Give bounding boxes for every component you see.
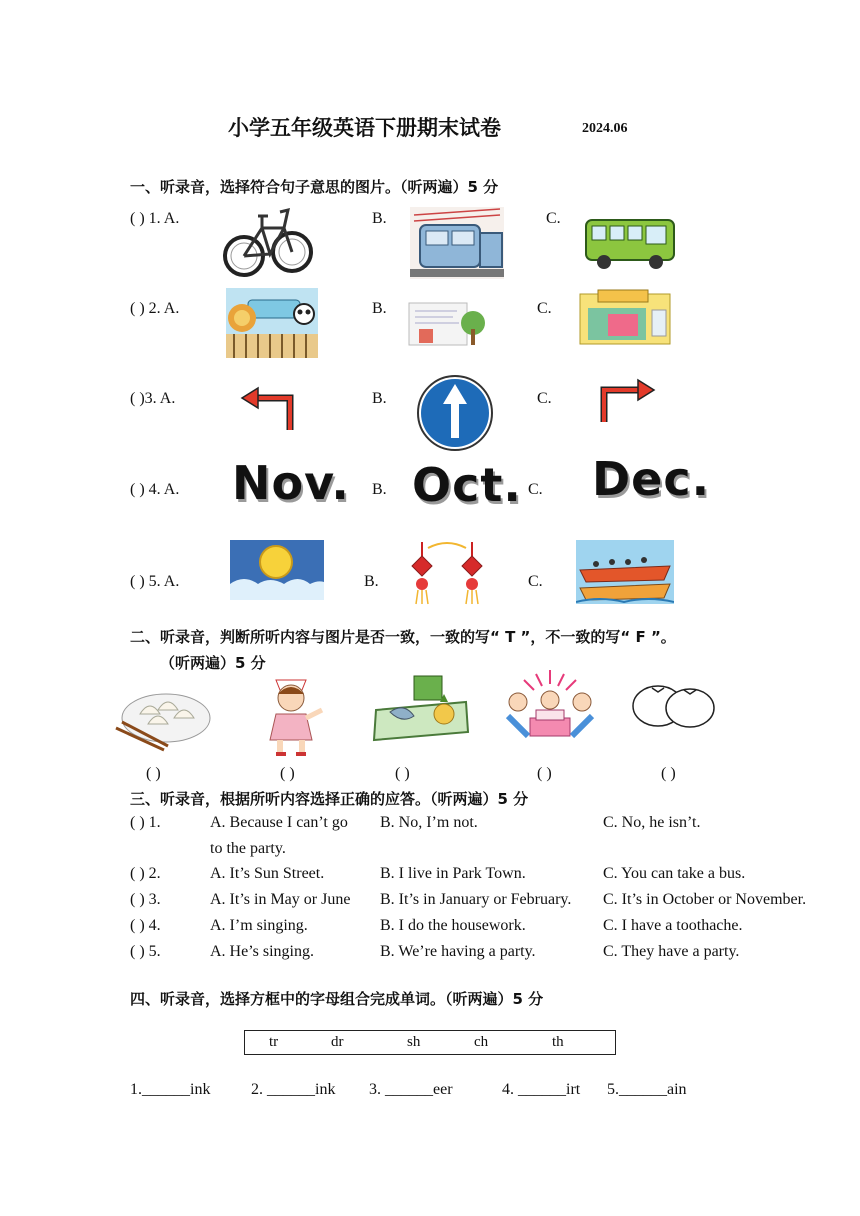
s1-q4-c-label: C. xyxy=(528,481,543,498)
s3-q2-label: ( ) 2. xyxy=(130,865,161,882)
dragon-boat-icon xyxy=(576,540,674,604)
subway-train-icon xyxy=(408,205,506,281)
birthday-party-icon xyxy=(498,666,602,746)
s1-q1-c-label: C. xyxy=(546,210,561,227)
dumplings-icon xyxy=(114,684,212,752)
s3-q5-option-b: B. We’re having a party. xyxy=(380,943,536,960)
s2-answer-blank-3[interactable]: ( ) xyxy=(395,765,410,782)
s3-q1-label: ( ) 1. xyxy=(130,814,161,831)
letter-combination-box xyxy=(244,1030,616,1055)
turn-right-arrow-icon xyxy=(598,378,656,424)
word-blank-4[interactable]: 4. ______irt xyxy=(502,1081,581,1098)
s1-q5-b-label: B. xyxy=(364,573,379,590)
turn-left-arrow-icon xyxy=(240,386,298,432)
post-office-icon xyxy=(405,295,487,347)
s3-q3-option-c: C. It’s in October or November. xyxy=(603,891,807,908)
cleaning-table-icon xyxy=(370,672,474,750)
s3-q2-option-b: B. I live in Park Town. xyxy=(380,865,526,882)
letter-ch: ch xyxy=(474,1034,489,1050)
s3-q5-option-a: A. He’s singing. xyxy=(210,943,314,960)
section2-heading-line2: （听两遍）5 分 xyxy=(160,654,266,672)
letter-sh: sh xyxy=(407,1034,421,1050)
page-title: 小学五年级英语下册期末试卷 xyxy=(228,116,501,140)
section2-heading-line1: 二、听录音，判断所听内容与图片是否一致，一致的写“ T ”，不一致的写“ F ”。 xyxy=(130,628,676,646)
word-blank-1[interactable]: 1.______ink xyxy=(130,1081,211,1098)
go-straight-sign-icon xyxy=(416,374,494,452)
letter-th: th xyxy=(552,1034,564,1050)
nurse-icon xyxy=(254,670,328,756)
tomatoes-icon xyxy=(630,680,716,730)
word-blank-2[interactable]: 2. ______ink xyxy=(251,1081,336,1098)
s1-q5-c-label: C. xyxy=(528,573,543,590)
bus-icon xyxy=(582,212,680,272)
s1-q4-label: ( ) 4. A. xyxy=(130,481,180,498)
section4-heading: 四、听录音，选择方框中的字母组合完成单词。（听两遍）5 分 xyxy=(130,990,544,1008)
s3-q2-option-a: A. It’s Sun Street. xyxy=(210,865,325,882)
s3-q4-option-c: C. I have a toothache. xyxy=(603,917,743,934)
s3-q2-option-c: C. You can take a bus. xyxy=(603,865,746,882)
chinese-knot-lanterns-icon xyxy=(400,538,498,606)
letter-tr: tr xyxy=(269,1034,279,1050)
letter-dr: dr xyxy=(331,1034,344,1050)
s3-q3-label: ( ) 3. xyxy=(130,891,161,908)
s2-answer-blank-1[interactable]: ( ) xyxy=(146,765,161,782)
moon-festival-icon xyxy=(230,540,324,600)
s3-q1-option-b: B. No, I’m not. xyxy=(380,814,478,831)
s2-answer-blank-4[interactable]: ( ) xyxy=(537,765,552,782)
s3-q4-option-a: A. I’m singing. xyxy=(210,917,308,934)
s1-q3-c-label: C. xyxy=(537,390,552,407)
section1-heading: 一、听录音，选择符合句子意思的图片。（听两遍）5 分 xyxy=(130,178,499,196)
s3-q3-option-b: B. It’s in January or February. xyxy=(380,891,572,908)
s3-q1-option-c: C. No, he isn’t. xyxy=(603,814,701,831)
month-dec: Dec. xyxy=(592,452,711,506)
s1-q1-b-label: B. xyxy=(372,210,387,227)
s1-q4-b-label: B. xyxy=(372,481,387,498)
exam-date: 2024.06 xyxy=(582,121,628,136)
month-oct: Oct. xyxy=(412,458,522,512)
s3-q4-label: ( ) 4. xyxy=(130,917,161,934)
s1-q2-label: ( ) 2. A. xyxy=(130,300,180,317)
section3-heading: 三、听录音，根据所听内容选择正确的应答。（听两遍）5 分 xyxy=(130,790,529,808)
s3-q4-option-b: B. I do the housework. xyxy=(380,917,526,934)
zoo-icon xyxy=(226,288,318,358)
bicycle-icon xyxy=(222,200,314,280)
s2-answer-blank-2[interactable]: ( ) xyxy=(280,765,295,782)
s3-q1-option-a-cont: to the party. xyxy=(210,840,286,857)
s1-q3-label: ( )3. A. xyxy=(130,390,176,407)
s1-q5-label: ( ) 5. A. xyxy=(130,573,180,590)
word-blank-5[interactable]: 5.______ain xyxy=(607,1081,687,1098)
s1-q3-b-label: B. xyxy=(372,390,387,407)
s1-q2-c-label: C. xyxy=(537,300,552,317)
month-nov: Nov. xyxy=(232,456,350,510)
s3-q3-option-a: A. It’s in May or June xyxy=(210,891,351,908)
cinema-icon xyxy=(578,288,672,346)
s3-q5-option-c: C. They have a party. xyxy=(603,943,740,960)
word-blank-3[interactable]: 3. ______eer xyxy=(369,1081,453,1098)
s2-answer-blank-5[interactable]: ( ) xyxy=(661,765,676,782)
s1-q1-label: ( ) 1. A. xyxy=(130,210,180,227)
s3-q1-option-a: A. Because I can’t go xyxy=(210,814,348,831)
s1-q2-b-label: B. xyxy=(372,300,387,317)
s3-q5-label: ( ) 5. xyxy=(130,943,161,960)
